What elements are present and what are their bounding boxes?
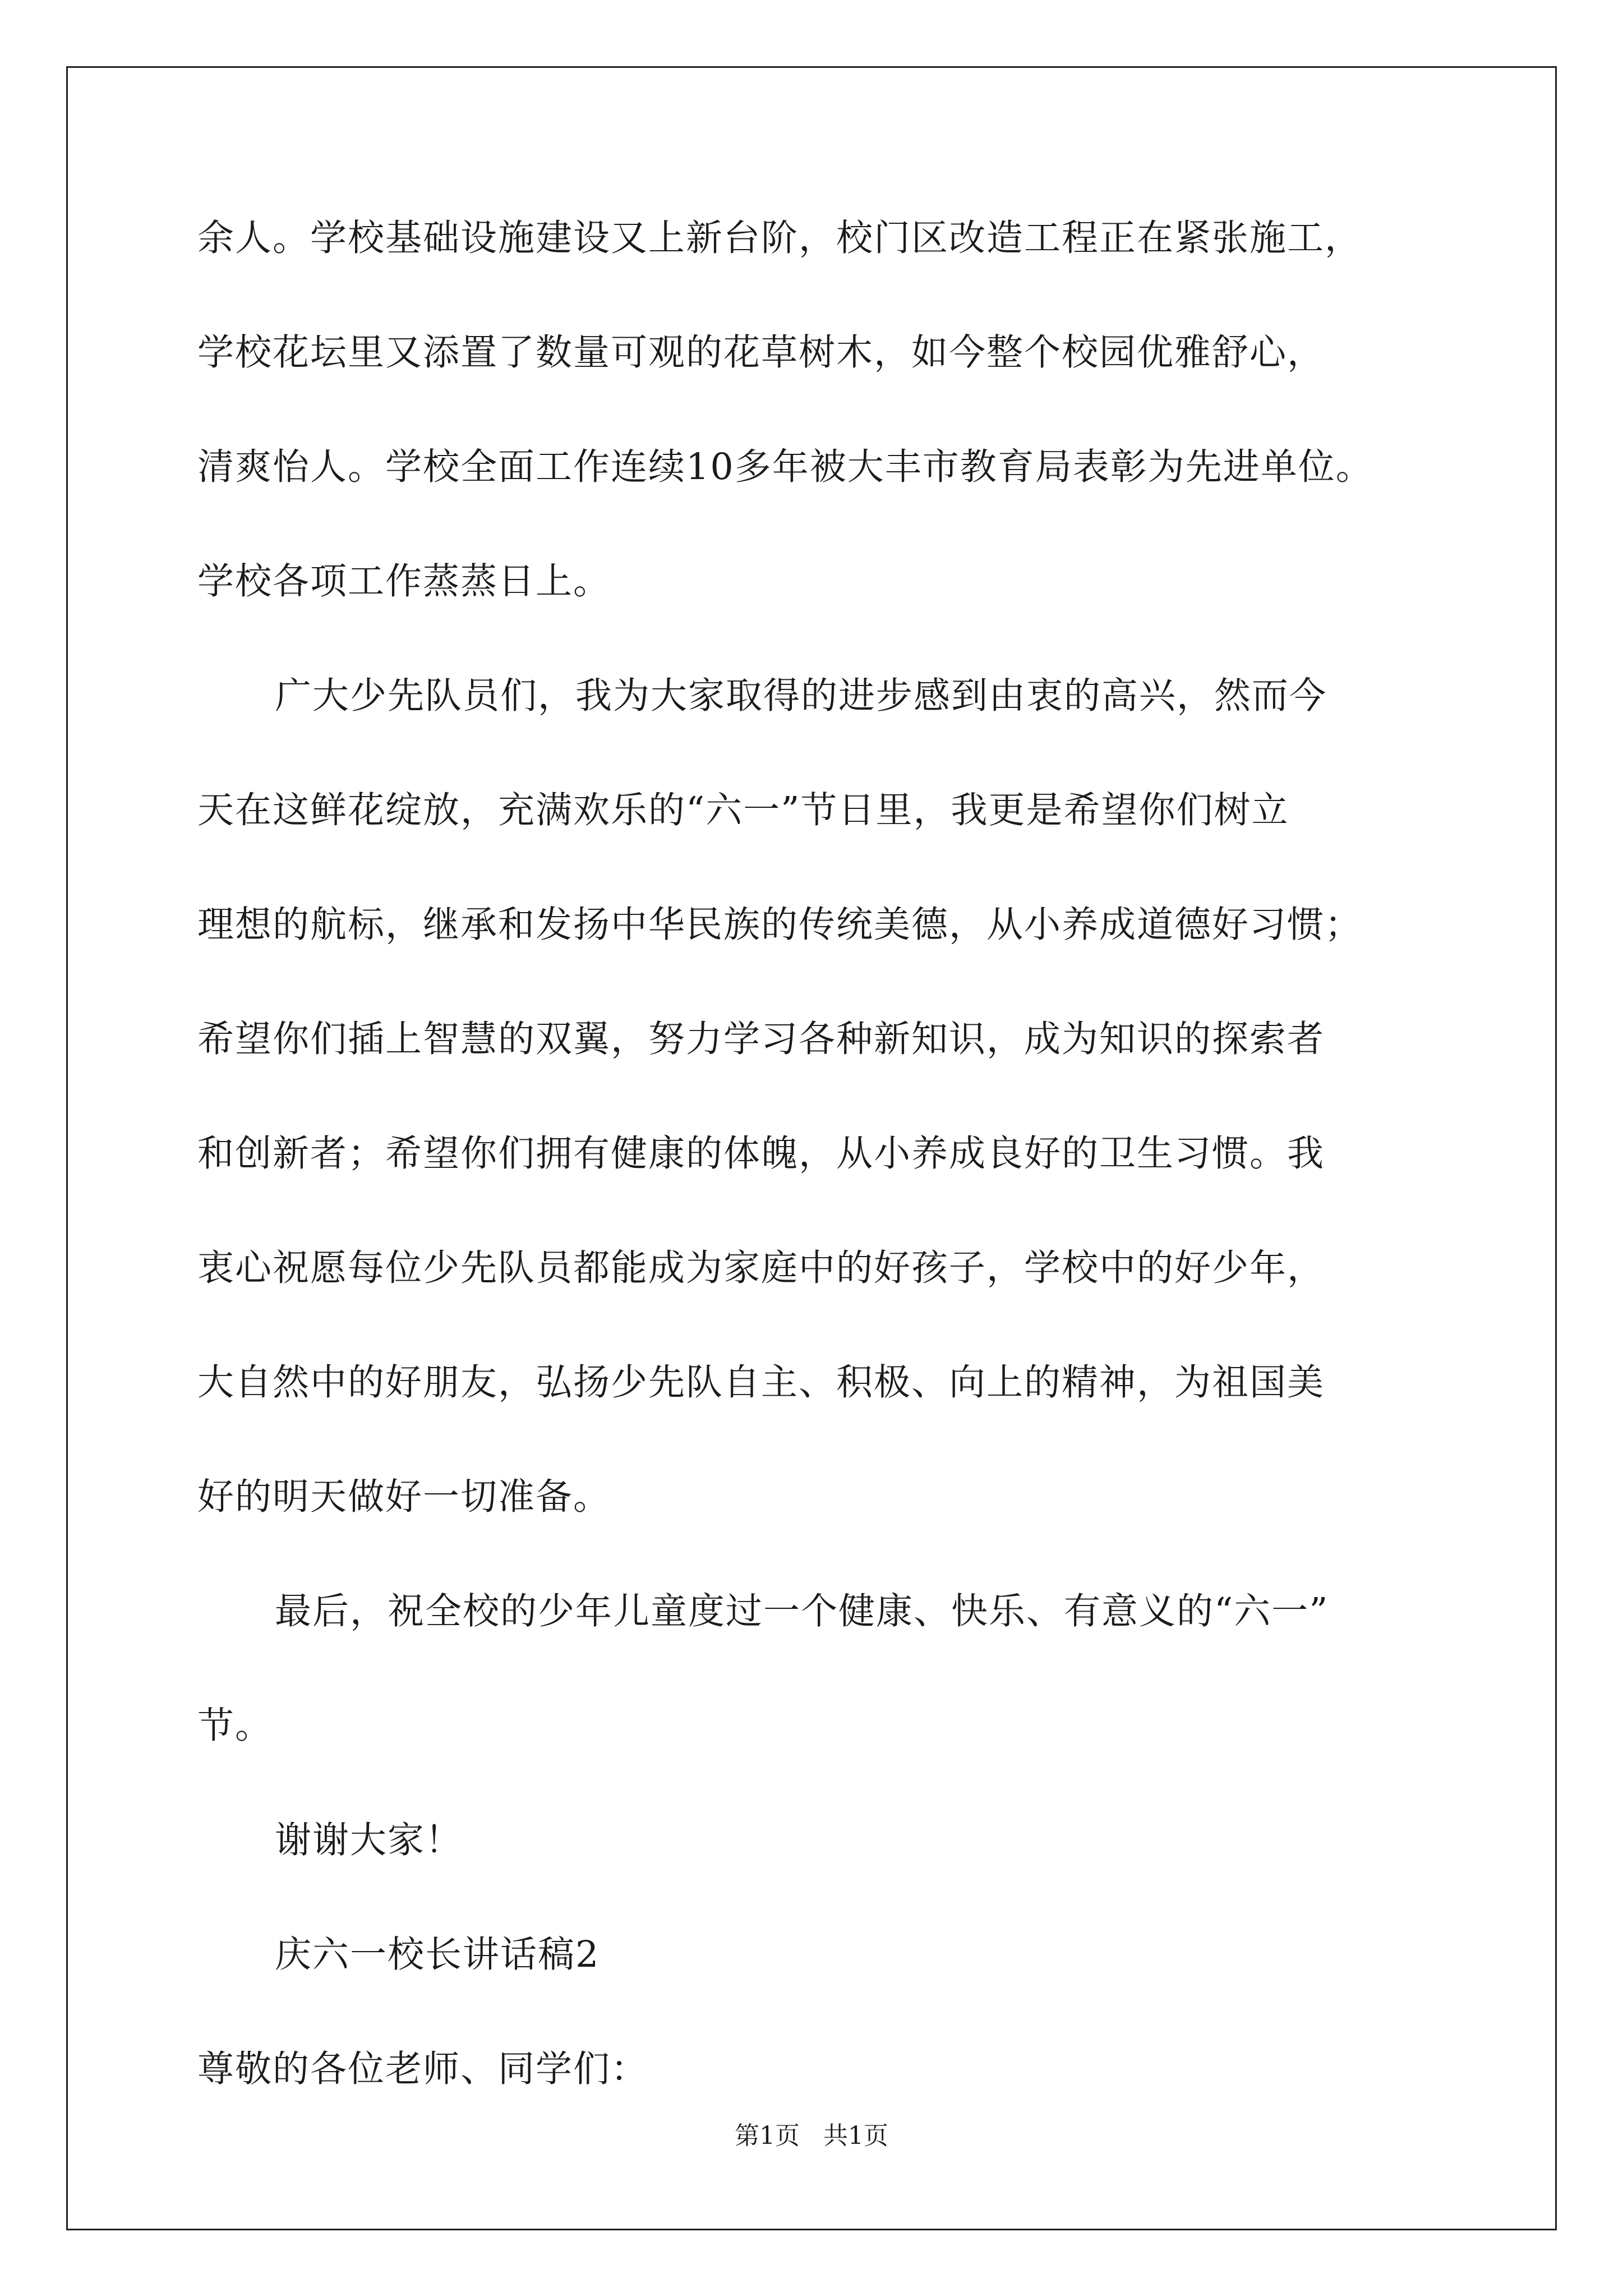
text-line: 和创新者；希望你们拥有健康的体魄，从小养成良好的卫生习惯。我 xyxy=(197,1133,1325,1175)
text-line: 节。 xyxy=(197,1705,273,1747)
text-line: 清爽怡人。学校全面工作连续10多年被大丰市教育局表彰为先进单位。 xyxy=(197,446,1373,488)
text-line: 理想的航标，继承和发扬中华民族的传统美德，从小养成道德好习惯； xyxy=(197,904,1363,946)
document-body xyxy=(197,216,1482,2161)
salutation: 尊敬的各位老师、同学们： xyxy=(197,2048,649,2090)
text-line: 大自然中的好朋友，弘扬少先队自主、积极、向上的精神，为祖国美 xyxy=(197,1361,1325,1404)
text-line: 广大少先队员们，我为大家取得的进步感到由衷的高兴，然而今 xyxy=(275,675,1327,717)
text-line: 学校花坛里又添置了数量可观的花草树木，如今整个校园优雅舒心， xyxy=(197,332,1325,374)
text-line: 希望你们插上智慧的双翼，努力学习各种新知识，成为知识的探索者 xyxy=(197,1018,1325,1060)
text-line: 好的明天做好一切准备。 xyxy=(197,1476,611,1518)
text-line: 谢谢大家！ xyxy=(275,1819,463,1861)
text-line: 余人。学校基础设施建设又上新台阶，校门区改造工程正在紧张施工， xyxy=(197,217,1363,259)
section-heading: 庆六一校长讲话稿2 xyxy=(275,1934,600,1976)
text-line: 最后，祝全校的少年儿童度过一个健康、快乐、有意义的“六一” xyxy=(275,1590,1329,1632)
text-line: 衷心祝愿每位少先队员都能成为家庭中的好孩子，学校中的好少年， xyxy=(197,1247,1325,1289)
text-line: 学校各项工作蒸蒸日上。 xyxy=(197,560,611,602)
text-line: 天在这鲜花绽放，充满欢乐的“六一”节日里，我更是希望你们树立 xyxy=(197,789,1289,831)
page-footer: 第1页 共1页 xyxy=(735,2122,888,2150)
